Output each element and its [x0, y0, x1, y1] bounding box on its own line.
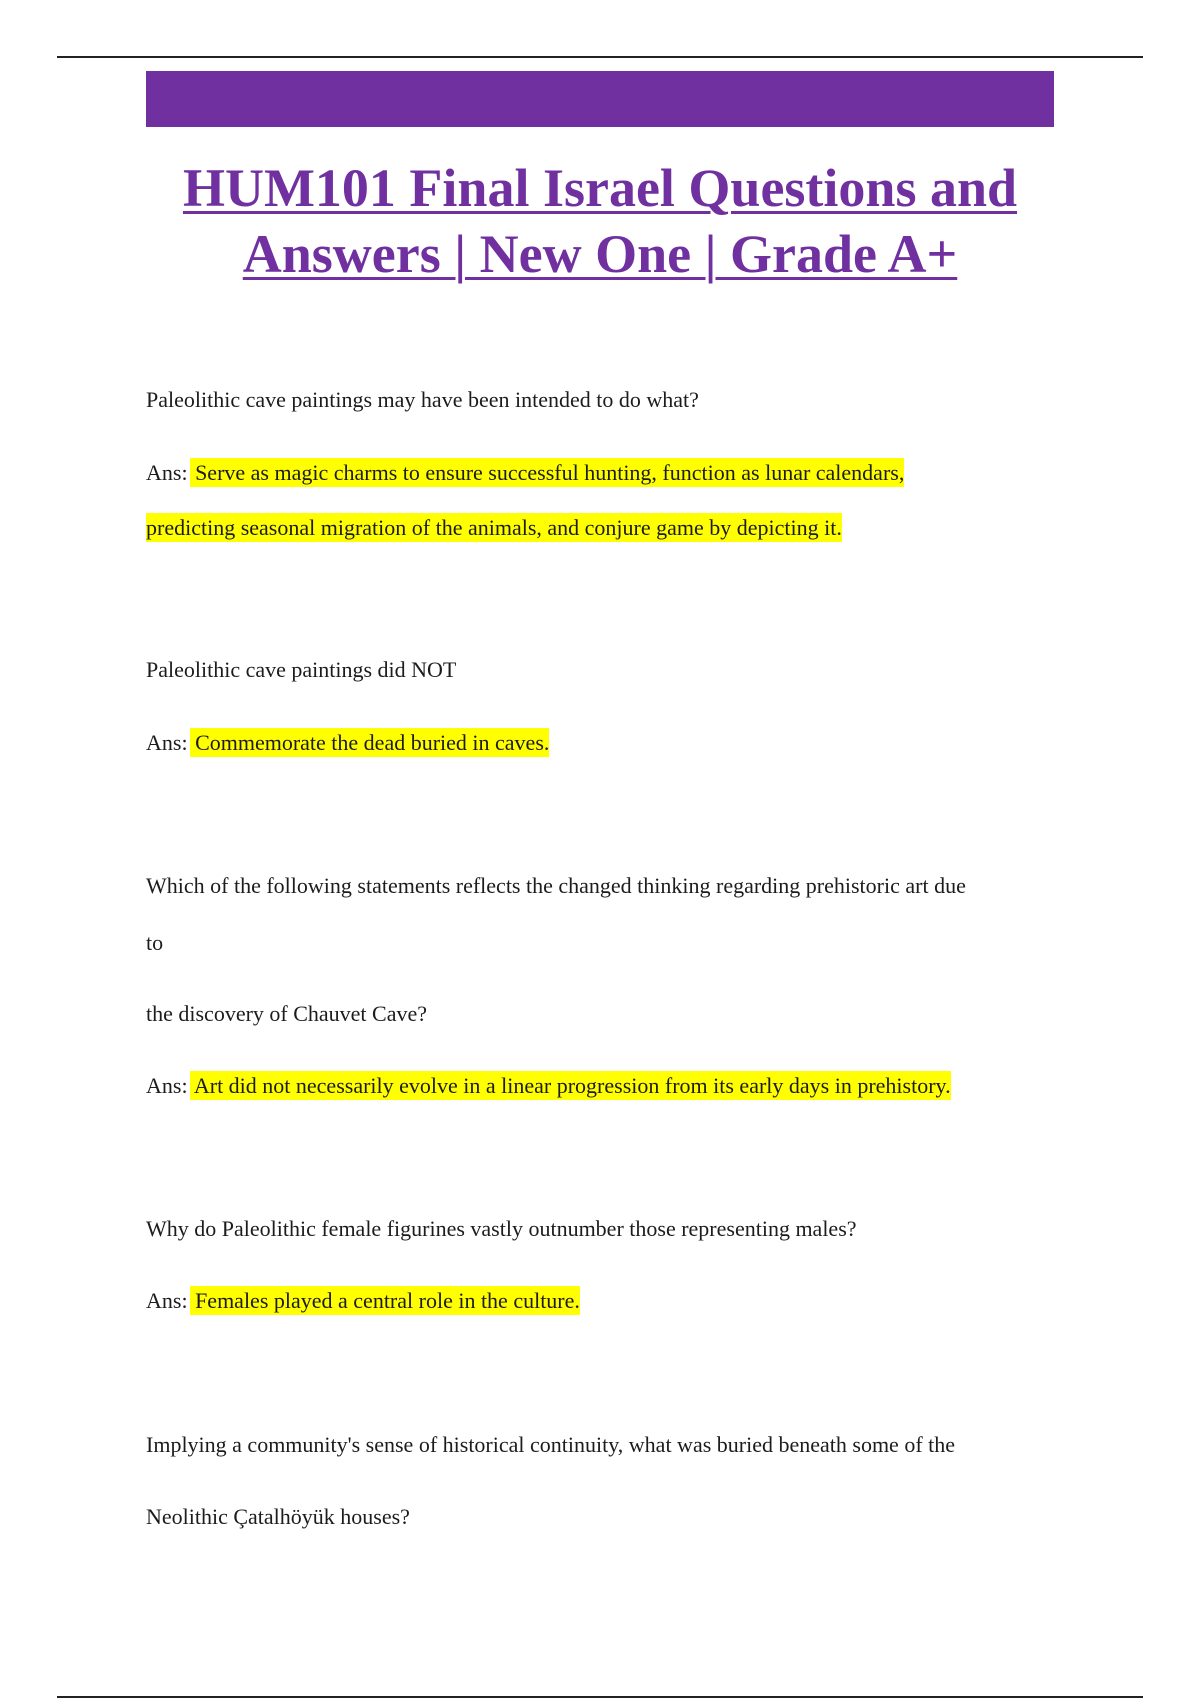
answer-1-line-2 [146, 513, 842, 543]
answer-1-line-1 [146, 458, 904, 488]
answer-1-text-2: predicting seasonal migration of the animals, and conjure game by depicting it. [146, 515, 842, 540]
title-line-2: Answers | New One | Grade A+ [242, 224, 958, 284]
question-3-line-3: the discovery of Chauvet Cave? [146, 1001, 428, 1026]
question-5-line-2: Neolithic Çatalhöyük houses? [146, 1504, 410, 1529]
answer-4-text-1: Females played a central role in the culture. [189, 1288, 580, 1313]
top-rule [57, 56, 1143, 58]
answer-label: Ans: [146, 730, 188, 755]
answer-label: Ans: [146, 1073, 188, 1098]
answer-3-line-1 [146, 1071, 951, 1101]
answer-label: Ans: [146, 460, 188, 485]
answer-1-text-1: Serve as magic charms to ensure successful hunting, function as lunar calendars, [189, 460, 905, 485]
question-3-line-1: Which of the following statements reflects the changed thinking regarding prehistoric art due [146, 873, 966, 898]
question-2-line-1: Paleolithic cave paintings did NOT [146, 657, 457, 682]
question-1-line-1: Paleolithic cave paintings may have been intended to do what? [146, 387, 699, 412]
answer-4-line-1 [146, 1286, 580, 1316]
question-4-line-1: Why do Paleolithic female figurines vastly outnumber those representing males? [146, 1216, 857, 1241]
bottom-rule [57, 1696, 1143, 1698]
answer-label: Ans: [146, 1288, 188, 1313]
answer-2-line-1 [146, 728, 549, 758]
answer-2-text-1: Commemorate the dead buried in caves. [189, 730, 550, 755]
title-line-1: HUM101 Final Israel Questions and [182, 158, 1018, 218]
answer-3-text-1: Art did not necessarily evolve in a linear progression from its early days in prehistory. [189, 1073, 951, 1098]
question-5-line-1: Implying a community's sense of historical continuity, what was buried beneath some of the [146, 1432, 956, 1457]
question-3-line-2: to [146, 930, 164, 955]
header-banner [146, 71, 1054, 127]
page-title [100, 155, 1100, 287]
